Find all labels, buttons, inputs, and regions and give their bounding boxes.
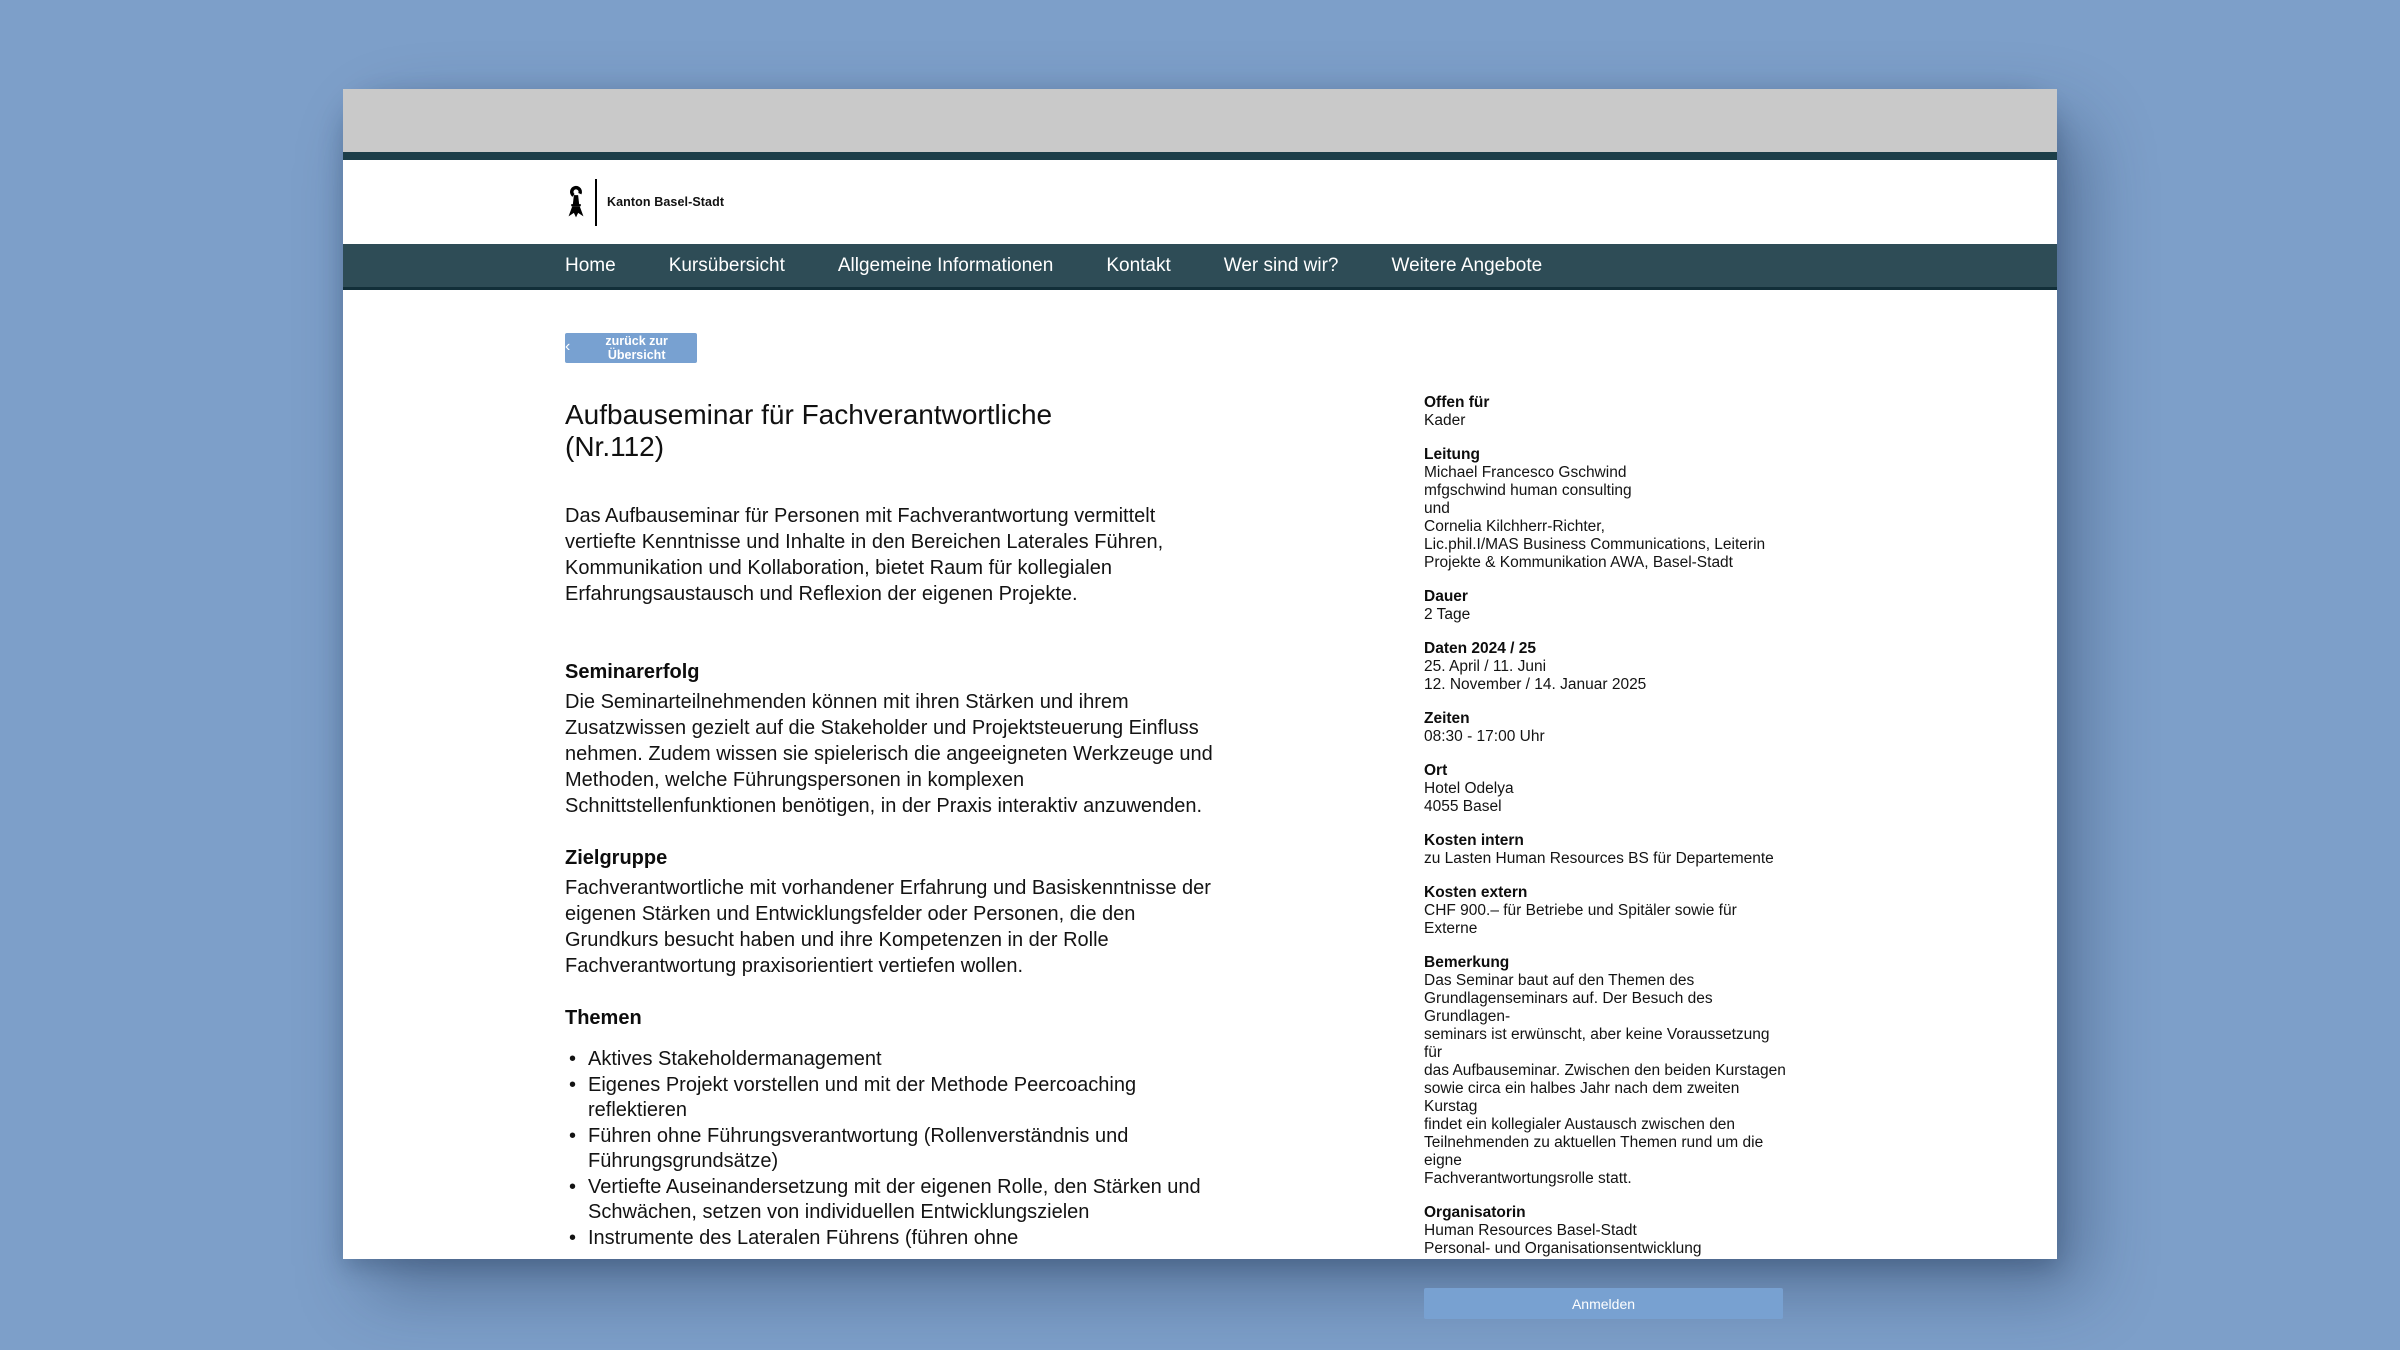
- detail-section-daten: [1424, 640, 1790, 694]
- detail-line: 12. November / 14. Januar 2025: [1424, 676, 1647, 693]
- main-nav: [343, 244, 2057, 290]
- detail-line: Cornelia Kilchherr-Richter,: [1424, 518, 1605, 535]
- detail-section-dauer: [1424, 588, 1790, 624]
- detail-section-zeiten: [1424, 710, 1790, 746]
- detail-line: Grundlagenseminars auf. Der Besuch des Grundlagen-: [1424, 990, 1713, 1025]
- detail-heading: Kosten intern: [1424, 832, 1524, 849]
- detail-line: Hotel Odelya: [1424, 780, 1514, 797]
- nav-item-kursuebersicht[interactable]: Kursübersicht: [668, 254, 785, 276]
- detail-line: 25. April / 11. Juni: [1424, 658, 1547, 675]
- detail-line: findet ein kollegialer Austausch zwischen den: [1424, 1116, 1736, 1133]
- detail-heading: Offen für: [1424, 394, 1490, 411]
- section-heading-zielgruppe: Zielgruppe: [565, 847, 668, 869]
- themen-bullet-5: • Instrumente des Lateralen Führens (führen ohne: [565, 1226, 1227, 1252]
- back-to-overview-button[interactable]: [565, 333, 697, 363]
- course-details-sidebar: [1424, 394, 1790, 1319]
- window-titlebar: [343, 89, 2057, 152]
- nav-item-home[interactable]: Home: [565, 254, 616, 276]
- detail-line: Das Seminar baut auf den Themen des: [1424, 972, 1695, 989]
- basel-crest-icon: [565, 185, 587, 219]
- nav-item-wer-sind-wir[interactable]: Wer sind wir?: [1223, 254, 1339, 276]
- nav-item-kontakt[interactable]: Kontakt: [1106, 254, 1171, 276]
- detail-section-bemerkung: [1424, 954, 1790, 1188]
- detail-section-kosten-intern: [1424, 832, 1790, 868]
- course-title: [565, 399, 1227, 462]
- detail-heading: Organisatorin: [1424, 1204, 1526, 1221]
- browser-window: [343, 89, 2057, 1312]
- logo-divider: [595, 179, 597, 226]
- site-header: [343, 160, 2057, 244]
- detail-section-offen-fuer: [1424, 394, 1790, 430]
- course-title-line-1: Aufbauseminar für Fachverantwortliche: [565, 399, 1053, 430]
- brand-logo[interactable]: [565, 179, 724, 226]
- detail-line: mfgschwind human consulting: [1424, 482, 1632, 499]
- detail-line: sowie circa ein halbes Jahr nach dem zweiten Kurstag: [1424, 1080, 1740, 1115]
- detail-heading: Leitung: [1424, 446, 1480, 463]
- detail-line: das Aufbauseminar. Zwischen den beiden Kurstagen: [1424, 1062, 1786, 1079]
- section-heading-themen: Themen: [565, 1007, 642, 1029]
- detail-line: CHF 900.– für Betriebe und Spitäler sowie für Externe: [1424, 902, 1737, 937]
- detail-section-organisatorin: [1424, 1204, 1790, 1258]
- brand-name: Kanton Basel-Stadt: [607, 195, 725, 209]
- nav-item-allgemeine-informationen[interactable]: Allgemeine Informationen: [837, 254, 1054, 276]
- anmelden-button[interactable]: Anmelden: [1424, 1288, 1783, 1319]
- detail-line: und: [1424, 500, 1450, 517]
- detail-line: zu Lasten Human Resources BS für Departemente: [1424, 850, 1774, 867]
- detail-section-ort: [1424, 762, 1790, 816]
- detail-line: Human Resources Basel-Stadt: [1424, 1222, 1637, 1239]
- detail-line: Lic.phil.I/MAS Business Communications, Leiterin: [1424, 536, 1766, 553]
- detail-line: Personal- und Organisationsentwicklung: [1424, 1240, 1702, 1257]
- themen-bullet-1: • Aktives Stakeholdermanagement: [565, 1047, 1227, 1073]
- detail-line: 4055 Basel: [1424, 798, 1502, 815]
- detail-line: Teilnehmenden zu aktuellen Themen rund um die eigne: [1424, 1134, 1764, 1169]
- themen-bullet-list: [565, 1047, 1227, 1251]
- detail-line: Fachverantwortungsrolle statt.: [1424, 1170, 1632, 1187]
- detail-heading: Ort: [1424, 762, 1448, 779]
- detail-line: 2 Tage: [1424, 606, 1471, 623]
- page-content: [343, 290, 2057, 1312]
- course-intro: Das Aufbauseminar für Personen mit Fachverantwortung vermittelt vertiefte Kenntnisse und Inhalte in den Bereichen Laterales Führen, Kommunikation und Kollaboration, bietet Raum für kollegialen Erfahrungsaustausch und Reflexion der eigenen Projekte.: [565, 505, 1164, 605]
- detail-section-leitung: [1424, 446, 1790, 572]
- detail-section-kosten-extern: [1424, 884, 1790, 938]
- detail-heading: Kosten extern: [1424, 884, 1528, 901]
- back-button-label: zurück zur Übersicht: [605, 334, 668, 362]
- themen-bullet-3: • Führen ohne Führungsverantwortung (Rollenverständnis und Führungsgrundsätze): [565, 1124, 1227, 1175]
- detail-heading: Bemerkung: [1424, 954, 1510, 971]
- detail-line: Kader: [1424, 412, 1466, 429]
- course-main-column: [565, 290, 1227, 1251]
- detail-line: seminars ist erwünscht, aber keine Voraussetzung für: [1424, 1026, 1770, 1061]
- section-body-seminarerfolg: Die Seminarteilnehmenden können mit ihren Stärken und ihrem Zusatzwissen gezielt auf die Stakeholder und Projektsteuerung Einfluss nehmen. Zudem wissen sie spielerisch die angeeigneten Werkzeuge und Methoden, welche Führungspersonen in komplexen Schnittstellenfunktionen benötigen, in der Praxis interaktiv anzuwenden.: [565, 691, 1213, 817]
- themen-bullet-4: • Vertiefte Auseinandersetzung mit der eigenen Rolle, den Stärken und Schwächen, setzen von individuellen Entwicklungszielen: [565, 1175, 1227, 1226]
- course-title-line-2: (Nr.112): [565, 430, 665, 462]
- section-body-zielgruppe: Fachverantwortliche mit vorhandener Erfahrung und Basiskenntnisse der eigenen Stärken und Entwicklungsfelder oder Personen, die den Grundkurs besucht haben und ihre Kompetenzen in der Rolle Fachverantwortung praxisorientiert vertiefen wollen.: [565, 877, 1211, 977]
- detail-heading: Daten 2024 / 25: [1424, 640, 1537, 657]
- detail-heading: Zeiten: [1424, 710, 1470, 727]
- chevron-left-icon: ‹: [565, 338, 571, 355]
- header-accent-line: [343, 152, 2057, 160]
- detail-line: Projekte & Kommunikation AWA, Basel-Stadt: [1424, 554, 1733, 571]
- detail-heading: Dauer: [1424, 588, 1468, 605]
- detail-line: Michael Francesco Gschwind: [1424, 464, 1627, 481]
- section-heading-seminarerfolg: Seminarerfolg: [565, 661, 700, 683]
- themen-bullet-2: • Eigenes Projekt vorstellen und mit der Methode Peercoaching reflektieren: [565, 1073, 1227, 1124]
- nav-item-weitere-angebote[interactable]: Weitere Angebote: [1391, 254, 1543, 276]
- detail-line: 08:30 - 17:00 Uhr: [1424, 728, 1545, 745]
